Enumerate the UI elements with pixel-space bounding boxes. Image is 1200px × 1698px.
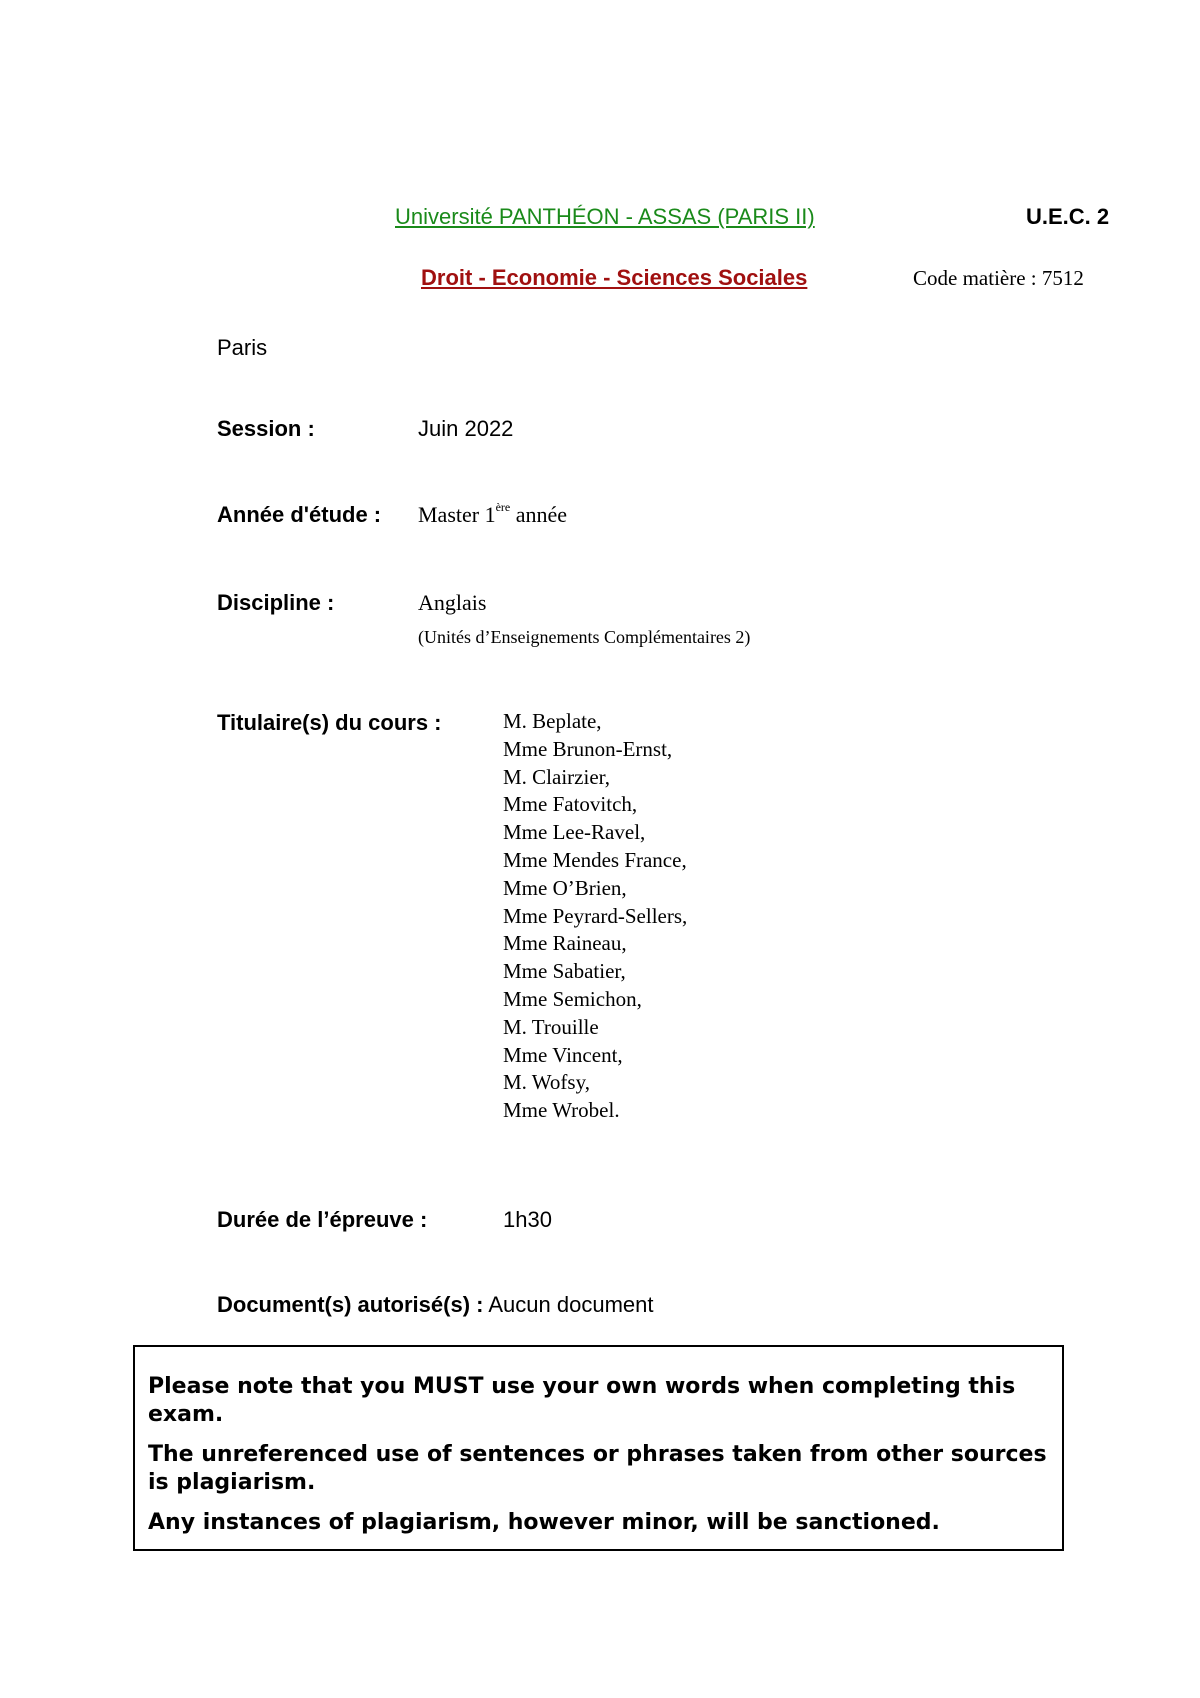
city: Paris	[217, 335, 268, 360]
teacher-item: Mme Wrobel.	[503, 1098, 620, 1123]
study-year-superscript: ère	[495, 500, 511, 514]
course-code: Code matière : 7512	[913, 266, 1084, 290]
study-year-label: Année d'étude :	[217, 502, 382, 527]
unit-code: U.E.C. 2	[1026, 204, 1110, 229]
duration-label: Durée de l’épreuve :	[217, 1207, 428, 1232]
session-label: Session :	[217, 416, 315, 441]
teacher-item: M. Wofsy,	[503, 1070, 590, 1095]
teacher-item: Mme Brunon-Ernst,	[503, 736, 673, 761]
discipline-value: Anglais	[418, 590, 487, 615]
teacher-item: Mme Vincent,	[503, 1042, 623, 1067]
teacher-item: Mme Sabatier,	[503, 959, 626, 984]
study-year-tail: année	[510, 502, 568, 527]
plagiarism-notice	[133, 1345, 1064, 1551]
study-year-main: Master 1	[418, 502, 496, 527]
teacher-item: Mme Lee-Ravel,	[503, 820, 646, 845]
teacher-item: Mme Mendes France,	[503, 847, 687, 872]
teacher-item: Mme Fatovitch,	[503, 792, 638, 817]
teachers-list	[503, 708, 687, 1125]
teacher-item: M. Beplate,	[503, 709, 602, 733]
teacher-item: Mme Semichon,	[503, 986, 642, 1011]
discipline-note: (Unités d’Enseignements Complémentaires 2)	[418, 627, 751, 647]
teacher-item: Mme Raineau,	[503, 931, 627, 956]
teacher-item: Mme Peyrard-Sellers,	[503, 903, 688, 928]
documents-value: Aucun document	[483, 1292, 654, 1317]
discipline-label: Discipline :	[217, 590, 335, 615]
faculty-title: Droit - Economie - Sciences Sociales	[421, 265, 808, 290]
university-name: Université PANTHÉON - ASSAS (PARIS II)	[395, 204, 815, 229]
notice-line-plagiarism-definition: The unreferenced use of sentences or phrases taken from other sources is plagiarism.	[148, 1442, 1047, 1495]
teachers-label: Titulaire(s) du cours :	[217, 710, 442, 735]
notice-line-own-words: Please note that you MUST use your own words when completing this exam.	[148, 1374, 1016, 1427]
study-year-value	[418, 502, 567, 528]
session-value: Juin 2022	[418, 416, 514, 441]
documents-label: Document(s) autorisé(s) :	[217, 1292, 484, 1317]
duration-value: 1h30	[503, 1207, 552, 1232]
teacher-item: M. Trouille	[503, 1014, 599, 1039]
documents-line	[217, 1292, 654, 1318]
notice-line-sanction: Any instances of plagiarism, however minor, will be sanctioned.	[148, 1510, 940, 1535]
teacher-item: Mme O’Brien,	[503, 875, 627, 900]
teacher-item: M. Clairzier,	[503, 764, 611, 789]
